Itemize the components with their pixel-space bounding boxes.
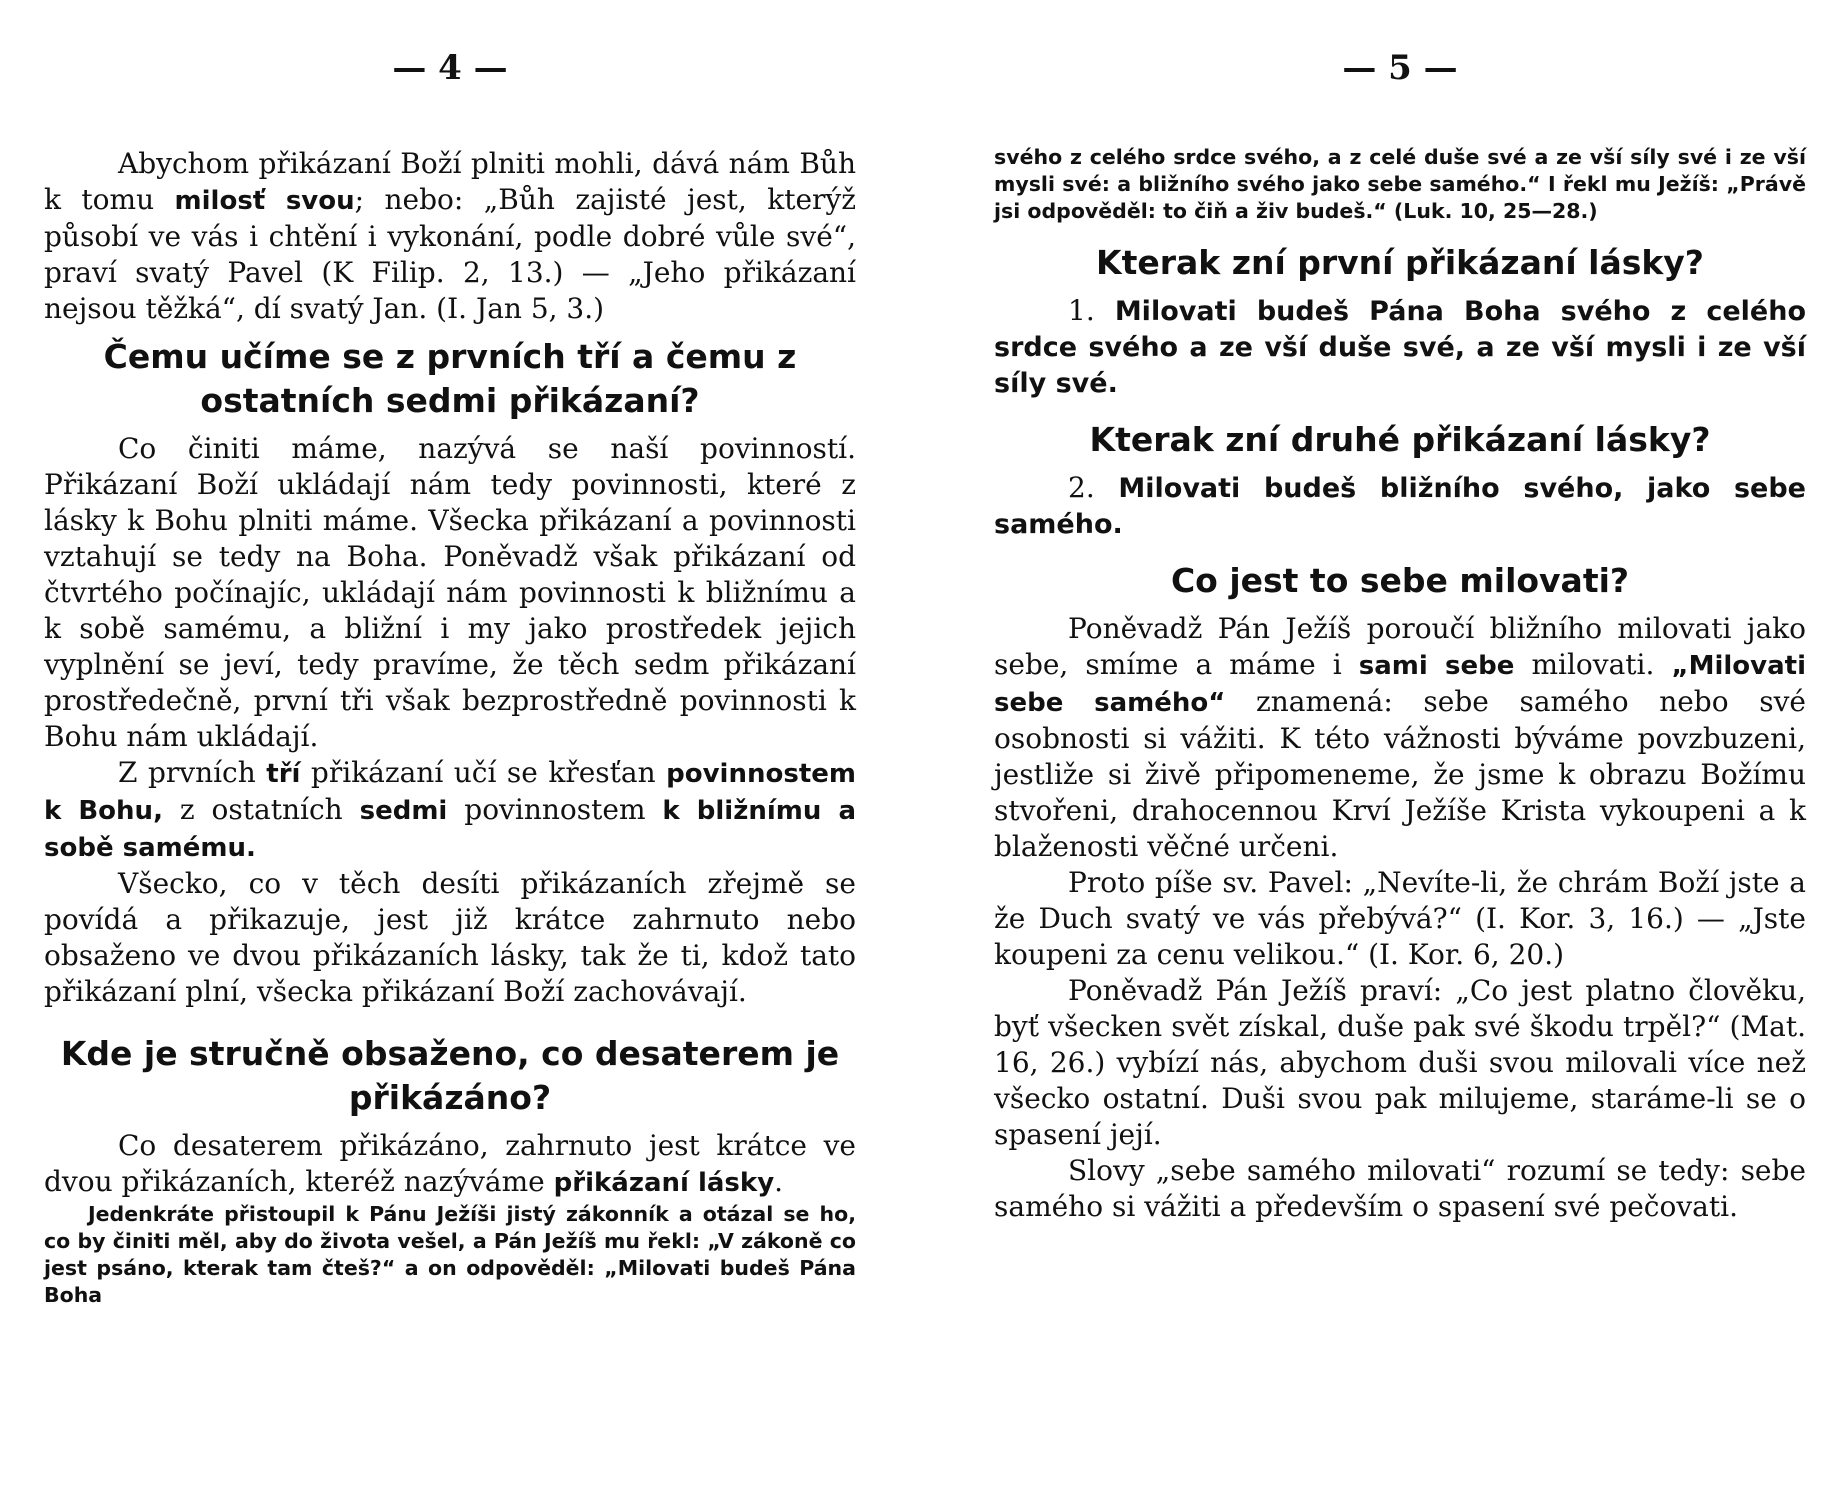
section-heading: Kterak zní první přikázaní lásky? bbox=[1096, 243, 1704, 282]
bold-text: „Milovati sebe samého“ bbox=[994, 651, 1806, 718]
paragraph bbox=[44, 1128, 856, 1201]
text: z ostatních bbox=[162, 793, 360, 826]
bold-text: tří bbox=[266, 759, 301, 789]
commandment-number: 2. bbox=[1068, 471, 1095, 504]
paragraph: Co činiti máme, nazývá se naší povinností. Přikázaní Boží ukládají nám tedy povinnosti, které z lásky k Bohu plniti máme. Všecka přikázaní a povinnosti vztahují se tedy na Boha. Poněvadž však přikázaní od čtvrtého počínajíc, ukládají nám povinnosti k bližnímu a k sobě samému, a bližní i my jako prostředek jejich vyplnění se jeví, tedy pravíme, že těch sedm přikázaní prostředečně, první tři však bezprostředně povinnosti k Bohu nám ukládají. bbox=[44, 432, 856, 753]
text: Abychom přikázaní Boží plniti mohli, dává nám Bůh k tomu bbox=[44, 147, 856, 216]
page-number: — 4 — bbox=[392, 48, 508, 88]
paragraph: Všecko, co v těch desíti přikázaních zřejmě se povídá a přikazuje, jest již krátce zahrnuto nebo obsaženo ve dvou přikázaních lásky, tak že ti, kdož tato přikázaní plní, všecka přikázaní Boží zachovávají. bbox=[44, 867, 856, 1008]
paragraph bbox=[994, 611, 1806, 865]
section-heading: Kterak zní druhé přikázaní lásky? bbox=[1089, 420, 1711, 459]
text: povinnostem bbox=[447, 793, 663, 826]
section-heading: Kde je stručně obsaženo, co desaterem je přikázáno? bbox=[60, 1034, 840, 1117]
small-print-paragraph: Jedenkráte přistoupil k Pánu Ježíši jistý zákonník a otázal se ho, co by činiti měl, aby do života vešel, a Pán Ježíš mu řekl: „V zákoně co jest psáno, kterak tam čteš?“ a on odpověděl: „Milovati budeš Pána Boha bbox=[44, 1202, 856, 1307]
section-heading: Co jest to sebe milovati? bbox=[1170, 561, 1630, 600]
right-page-content bbox=[980, 144, 1820, 1225]
paragraph: Proto píše sv. Pavel: „Nevíte-li, že chrám Boží jste a že Duch svatý ve vás přebývá?“ (I. Kor. 3, 16.) — „Jste koupeni za cenu velikou.“ (I. Kor. 6, 20.) bbox=[994, 866, 1806, 971]
text: znamená: sebe samého nebo své osobnosti si vážiti. K této vážnosti býváme povzbuzeni, jestliže si živě připomeneme, že jsme k obrazu Božímu stvořeni, drahocennou Krví Ježíše Krista vykoupeni a k blaženosti věčné určeni. bbox=[994, 685, 1806, 863]
left-page bbox=[30, 0, 870, 1309]
text: milovati. bbox=[1514, 648, 1672, 681]
commandment-paragraph bbox=[994, 293, 1806, 402]
commandment-number: 1. bbox=[1068, 294, 1095, 327]
left-page-content bbox=[30, 146, 870, 1309]
text: Co desaterem přikázáno, zahrnuto jest krátce ve dvou přikázaních, kteréž nazýváme bbox=[44, 1129, 856, 1198]
small-print-paragraph: svého z celého srdce svého, a z celé duše své a ze vší síly své i ze vší mysli své: a bližního svého jako sebe samého.“ I řekl mu Ježíš: „Právě jsi odpověděl: to čiň a živ budeš.“ (Luk. 10, 25—28.) bbox=[994, 145, 1806, 223]
text: Z prvních bbox=[118, 756, 267, 789]
bold-text: Milovati budeš Pána Boha svého z celého srdce svého a ze vší duše své, a ze vší mysli i ze vší síly své. bbox=[994, 296, 1806, 399]
paragraph bbox=[44, 146, 856, 327]
paragraph: Poněvadž Pán Ježíš praví: „Co jest platno člověku, byť všecken svět získal, duše pak své škodu trpěl?“ (Mat. 16, 26.) vybízí nás, abychom duši svou milovali více než všecko ostatní. Duši svou pak milujeme, staráme-li se o spasení její. bbox=[994, 974, 1806, 1151]
right-page bbox=[980, 0, 1820, 1225]
section-heading: Čemu učíme se z prvních tří a čemu z ostatních sedmi přikázaní? bbox=[103, 337, 797, 420]
bold-text: přikázaní lásky bbox=[553, 1168, 775, 1198]
bold-text: sedmi bbox=[359, 796, 448, 826]
paragraph bbox=[44, 755, 856, 866]
bold-text: sami sebe bbox=[1358, 651, 1515, 681]
bold-text: povinnostem k Bohu, bbox=[44, 759, 856, 826]
bold-text: k bližnímu a sobě samému. bbox=[44, 796, 856, 863]
bold-text: Milovati budeš bližního svého, jako sebe samého. bbox=[994, 473, 1806, 540]
commandment-paragraph bbox=[994, 470, 1806, 543]
text: Poněvadž Pán Ježíš poroučí bližního milovati jako sebe, smíme a máme i bbox=[994, 612, 1806, 681]
page-number: — 5 — bbox=[1342, 48, 1458, 88]
paragraph: Slovy „sebe samého milovati“ rozumí se tedy: sebe samého si vážiti a především o spasení své pečovati. bbox=[994, 1154, 1806, 1223]
text: ; nebo: „Bůh zajisté jest, kterýž působí ve vás i chtění i vykonání, podle dobré vůle své“, praví svatý Pavel (K Filip. 2, 13.) — „Jeho přikázaní nejsou těžká“, dí svatý Jan. (I. Jan 5, 3.) bbox=[44, 183, 857, 325]
text: . bbox=[774, 1165, 784, 1198]
bold-text: milosť svou bbox=[174, 186, 355, 216]
text: přikázaní učí se křesťan bbox=[300, 756, 667, 789]
